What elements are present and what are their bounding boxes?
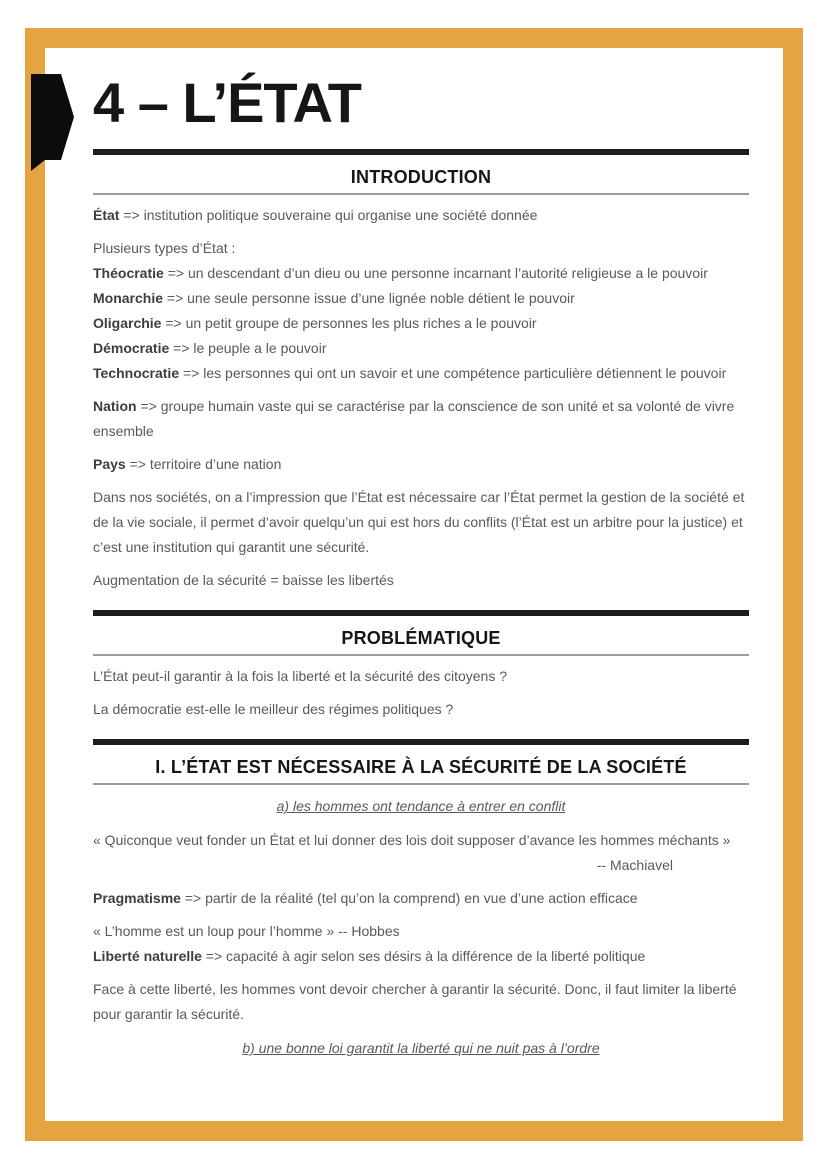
type-line-oligarchie — [93, 311, 749, 336]
paragraph-definition-pragmatisme — [93, 886, 749, 911]
paragraph-question-2: La démocratie est-elle le meilleur des régimes politiques ? — [93, 701, 454, 717]
definition-democratie-text: => le peuple a le pouvoir — [169, 340, 327, 356]
type-line-monarchie — [93, 286, 749, 311]
section-heading-problematique: PROBLÉMATIQUE — [341, 628, 501, 648]
paragraph-definition-etat — [93, 203, 749, 228]
divider-thick-part1 — [93, 739, 749, 745]
term-monarchie: Monarchie — [93, 290, 164, 306]
definition-monarchie-text: => une seule personne issue d’une lignée noble détient le pouvoir — [163, 290, 575, 306]
definition-pays-text: => territoire d’une nation — [125, 456, 282, 472]
paragraph-question-1: L’État peut-il garantir à la fois la liberté et la sécurité des citoyens ? — [93, 668, 507, 684]
type-line-theocratie — [93, 261, 749, 286]
page-content — [45, 48, 783, 1061]
types-intro-line: Plusieurs types d’État : — [93, 240, 236, 256]
paragraph-hobbes-liberte — [93, 919, 749, 969]
definition-pragmatisme-text: => partir de la réalité (tel qu’on la comprend) en vue d’une action efficace — [180, 890, 638, 906]
definition-technocratie-text: => les personnes qui ont un savoir et une compétence particulière détiennent le pouvoir — [179, 365, 727, 381]
term-technocratie: Technocratie — [93, 365, 180, 381]
paragraph-types-etat — [93, 236, 749, 386]
quote-hobbes-text: « L’homme est un loup pour l’homme » -- Hobbes — [93, 923, 400, 939]
divider-thick-problematique — [93, 610, 749, 616]
paragraph-quote-machiavel — [93, 828, 749, 878]
divider-thick-intro — [93, 149, 749, 155]
type-line-democratie — [93, 336, 749, 361]
paragraph-face-liberte: Face à cette liberté, les hommes vont devoir chercher à garantir la sécurité. Donc, il faut limiter la liberté pour garantir la sécurité. — [93, 981, 737, 1022]
term-nation: Nation — [93, 398, 137, 414]
bookmark-tab-icon — [31, 73, 74, 171]
term-oligarchie: Oligarchie — [93, 315, 162, 331]
term-liberte-naturelle: Liberté naturelle — [93, 948, 202, 964]
term-etat: État — [93, 207, 120, 223]
definition-liberte-naturelle — [93, 944, 749, 969]
term-pays: Pays — [93, 456, 126, 472]
paragraph-definition-nation — [93, 394, 749, 444]
term-democratie: Démocratie — [93, 340, 170, 356]
section-heading-introduction: INTRODUCTION — [350, 167, 492, 187]
definition-etat-text: => institution politique souveraine qui organise une société donnée — [119, 207, 538, 223]
divider-thin-problematique — [93, 654, 749, 656]
paragraph-etat-necessaire: Dans nos sociétés, on a l’impression que l’État est nécessaire car l’État permet la gestion de la société et de la vie sociale, il permet d’avoir quelqu’un qui est hors du conflits (l’État est un arbitre pour la justice) et c’est une institution qui garantit une sécurité. — [93, 489, 745, 555]
type-line-technocratie — [93, 361, 749, 386]
subheading-b: b) une bonne loi garantit la liberté qui ne nuit pas à l’ordre — [242, 1040, 600, 1056]
section-heading-part1: I. L’ÉTAT EST NÉCESSAIRE À LA SÉCURITÉ DE LA SOCIÉTÉ — [155, 757, 687, 777]
paragraph-definition-pays — [93, 452, 749, 477]
definition-liberte-naturelle-text: => capacité à agir selon ses désirs à la différence de la liberté politique — [201, 948, 646, 964]
subheading-a: a) les hommes ont tendance à entrer en conflit — [276, 798, 566, 814]
term-pragmatisme: Pragmatisme — [93, 890, 181, 906]
definition-oligarchie-text: => un petit groupe de personnes les plus riches a le pouvoir — [161, 315, 537, 331]
page-border-frame — [25, 28, 803, 1141]
page-title: 4 – L’ÉTAT — [93, 71, 361, 134]
quote-machiavel-text: « Quiconque veut fonder un État et lui donner des lois doit supposer d’avance les hommes méchants » — [93, 832, 731, 848]
paragraph-augmentation-securite: Augmentation de la sécurité = baisse les libertés — [93, 572, 394, 588]
definition-nation-text: => groupe humain vaste qui se caractérise par la conscience de son unité et sa volonté de vivre ensemble — [93, 398, 735, 439]
divider-thin-part1 — [93, 783, 749, 785]
definition-theocratie-text: => un descendant d’un dieu ou une personne incarnant l’autorité religieuse a le pouvoir — [163, 265, 708, 281]
quote-machiavel-author: -- Machiavel — [596, 857, 673, 873]
term-theocratie: Théocratie — [93, 265, 164, 281]
divider-thin-intro — [93, 193, 749, 195]
